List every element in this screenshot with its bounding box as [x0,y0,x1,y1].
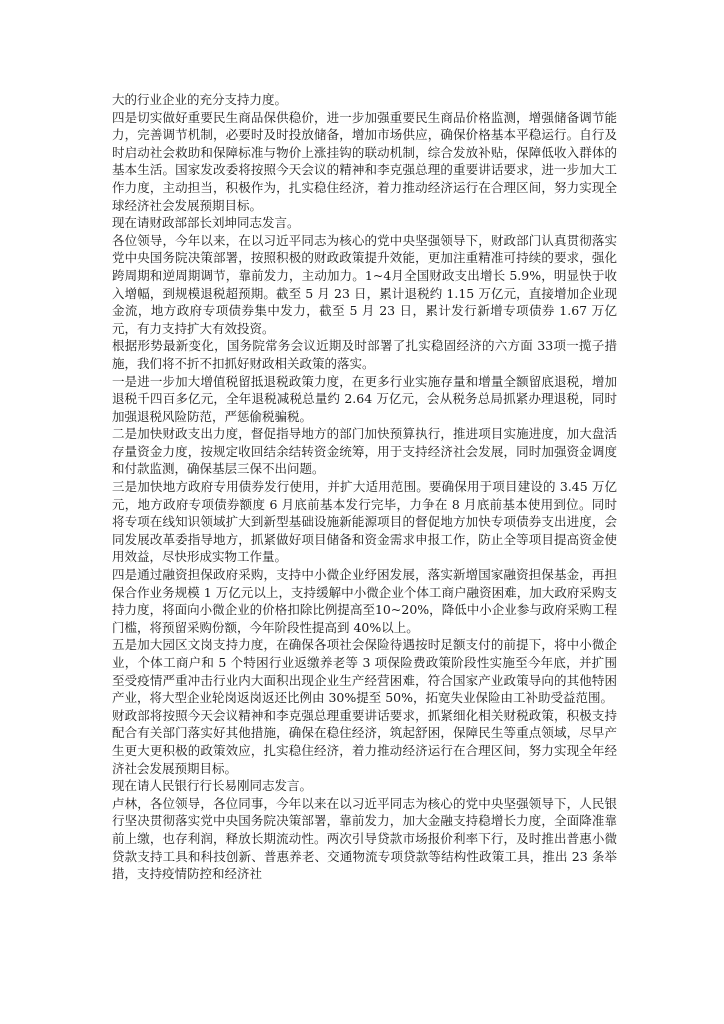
paragraph: 现在请人民银行行长易刚同志发言。 [112,778,313,794]
paragraph: 卢林，各位领导，各位同事，今年以来在以习近平同志为核心的党中央坚强领导下，人民银行坚决贯彻落实党中央国务院决策部署，靠前发力，加大金融支持稳增长力度，全面降准靠前上缴，也存利润，释放长期流动性。两次引导贷款市场报价利率下行，及时推出普惠小微贷款支持工具和科技创新、普惠养老、交通物流专项贷款等结构性政策工具，推出 23 条举措，支持疫情防控和经济社 [112,795,617,882]
paragraph: 财政部将按照今天会议精神和李克强总理重要讲话要求，抓紧细化相关财税政策，积极支持配合有关部门落实好其他措施，确保在稳住经济，筑起舒困，保障民生等重点领域，尽早产生更大更积极的政策效应，扎实稳住经济，着力推动经济运行在合理区间，努力实现全年经济社会发展预期目标。 [112,707,617,776]
paragraph: 现在请财政部部长刘坤同志发言。 [112,215,300,231]
paragraph: 四是切实做好重要民生商品保供稳价，进一步加强重要民生商品价格监测，增强储备调节能力，完善调节机制，必要时及时投放储备，增加市场供应，确保价格基本平稳运行。自行及时启动社会救助和保障标准与物价上涨挂钩的联动机制，综合发放补贴，保障低收入群体的基本生活。国家发改委将按照今天会议的精神和李克强总理的重要讲话要求，进一步加大工作力度，主动担当，积极作为，扎实稳住经济，着力推动经济运行在合理区间，努力实现全球经济社会发展预期目标。 [112,109,617,213]
paragraph: 三是加快地方政府专用债券发行使用，并扩大适用范围。要确保用于项目建设的 3.45 万亿元，地方政府专项债券额度 6 月底前基本发行完毕，力争在 8 月底前基本使用到位。同时将专项在线知识领域扩大到新型基础设施新能源项目的督促地方加快专项债券支出进度，会同发展改革委指导地方，抓紧做好项目储备和资金需求申报工作，防止全等项目提高资金使用效益，尽快形成实物工作量。 [112,479,617,565]
paragraph: 二是加快财政支出力度，督促指导地方的部门加快预算执行，推进项目实施进度，加大盘活存量资金力度，按规定收回结余结转资金统筹，用于支持经济社会发展，同时加强资金调度和付款监测，确保基层三保不出问题。 [112,426,617,477]
paragraph: 各位领导，今年以来，在以习近平同志为核心的党中央坚强领导下，财政部门认真贯彻落实党中央国务院决策部署，按照积极的财政政策提升效能，更加注重精准可持续的要求，强化跨周期和逆周期调节，靠前发力，主动加力。1~4月全国财政支出增长 5.9%，明显快于收入增幅，到规模退税超预期。截至 5 月 23 日，累计退税约 1.15 万亿元，直接增加企业现金流，地方政府专项债券集中发力，截至 5 月 23 日，累计发行新增专项债券 1.67 万亿元，有力支持扩大有效投资。 [112,232,617,336]
paragraph: 五是加大园区文岗支持力度，在确保各项社会保险待遇按时足额支付的前提下，将中小微企业，个体工商户和 5 个特困行业返缴养老等 3 项保险费政策阶段性实施至今年底，并扩围至受疫情严重冲击行业内大面积出现企业生产经营困难，符合国家产业政策导向的其他特困产业，将大型企业轮岗返岗返还比例由 30%提至 50%，拓宽失业保险由工补助受益范围。 [112,637,617,706]
paragraph: 四是通过融资担保政府采购，支持中小微企业纾困发展，落实新增国家融资担保基金，再担保合作业务规模 1 万亿元以上，支持缓解中小微企业个体工商户融资困难，加大政府采购支持力度，将面向小微企业的价格扣除比例提高至10~20%，降低中小企业参与政府采购工程门槛，将预留采购份额，今年阶段性提高到 40%以上。 [112,567,617,635]
paragraph: 大的行业企业的充分支持力度。 [112,92,288,107]
paragraph: 根据形势最新变化，国务院常务会议近期及时部署了扎实稳固经济的六方面 33项一揽子措施，我们将不折不扣抓好财政相关政策的落实。 [112,338,617,371]
paragraph: 一是进一步加大增值税留抵退税政策力度，在更多行业实施存量和增量全额留底退税，增加退税千四百多亿元，全年退税减税总量约 2.64 万亿元，会从税务总局抓紧办理退税，同时加强退税风险防范，严惩偷税骗税。 [112,373,617,424]
document-page [112,91,617,883]
